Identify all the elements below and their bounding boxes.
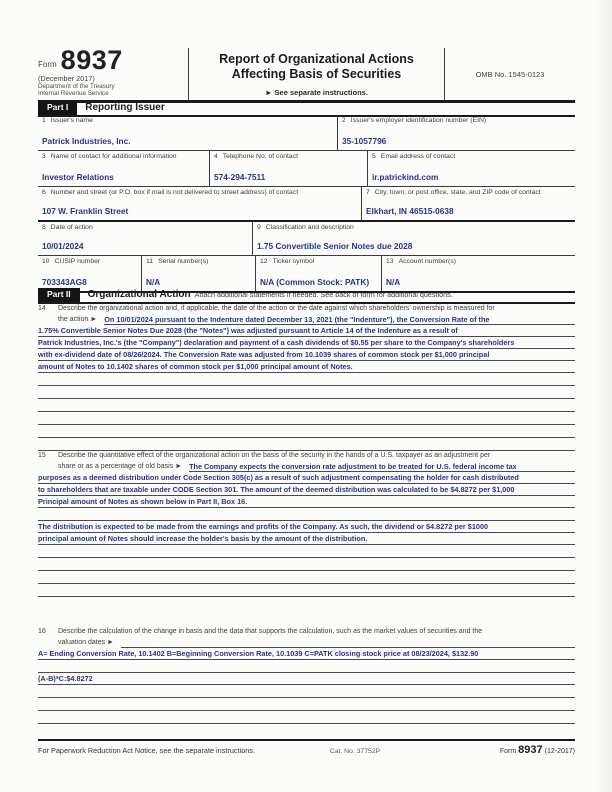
ruled-blank-line — [38, 558, 575, 571]
field-6-value: 107 W. Franklin Street — [42, 206, 129, 216]
form-footer — [38, 739, 575, 756]
field-classification — [253, 222, 575, 255]
q14-number: 14 — [38, 305, 46, 312]
field-ein — [338, 115, 575, 150]
field-3-num: 3 — [42, 153, 46, 160]
q15-answer-line: purposes as a deemed distribution under Code Section 305(c) as a result of such adjustment compensating the holder for cash distributed — [38, 472, 575, 484]
field-8-value: 10/01/2024 — [42, 241, 84, 251]
field-6-label: Number and street (or P.O. box if mail is not delivered to street address) of contact — [50, 189, 299, 196]
field-12-label: Ticker symbol — [272, 258, 315, 265]
ruled-blank-line — [38, 373, 575, 386]
field-5-label: Email address of contact — [380, 153, 456, 160]
field-serial — [142, 256, 256, 291]
field-telephone — [210, 151, 368, 186]
q16-label-line1: Describe the calculation of the change in basis and the data that supports the calculation, such as the market values of securities and the — [58, 628, 483, 635]
field-5-value: ir.patrickind.com — [372, 172, 439, 182]
field-7-label: City, town, or post office, state, and ZIP code of contact — [374, 189, 541, 196]
q14-answer-line: amount of Notes to 10.1402 shares of common stock per $1,000 principal amount of Notes. — [38, 361, 575, 373]
field-6-num: 6 — [42, 189, 46, 196]
q14-answer-line: Patrick Industries, Inc.'s (the "Company") declaration and payment of a cash dividends of $0.55 per share to the Company's shareholders — [38, 337, 575, 349]
q16-answer-line: (A-B)*C:$4.8272 — [38, 673, 575, 685]
row-address — [38, 187, 575, 222]
footer-form-rev: (12-2017) — [544, 748, 575, 755]
footer-form-number: 8937 — [518, 744, 543, 756]
part2-title: Organizational Action — [87, 289, 191, 300]
field-1-value: Patrick Industries, Inc. — [42, 136, 131, 146]
q15-answer-line: The distribution is expected to be made from the earnings and profits of the Company. As such, the dividend or $4.8272 per $1000 — [38, 521, 575, 533]
row-action — [38, 222, 575, 256]
q16-empty-rule — [121, 637, 575, 648]
form-revision: (December 2017) — [38, 73, 95, 83]
q15-answer-line: principal amount of Notes should increase the holder's basis by the amount of the distribution. — [38, 533, 575, 545]
field-10-label: CUSIP number — [54, 258, 101, 265]
row-issuer — [38, 115, 575, 151]
field-date-of-action — [38, 222, 253, 255]
field-city-state-zip — [362, 187, 575, 220]
q15-number: 15 — [38, 452, 46, 459]
field-7-num: 7 — [366, 189, 370, 196]
field-11-num: 11 — [146, 258, 154, 265]
field-11-label: Serial number(s) — [158, 258, 209, 265]
footer-form-word: Form — [499, 748, 517, 755]
field-8-label: Date of action — [50, 224, 93, 231]
part2-subtitle: Attach additional statements if needed. See back of form for additional questions. — [194, 290, 453, 299]
field-7-value: Elkhart, IN 46515-0638 — [366, 206, 454, 216]
field-10-num: 10 — [42, 258, 50, 265]
q15-answer-line: to shareholders that are taxable under CODE Section 301. The amount of the deemed distribution was calculated to be $4.8272 per $1,000 — [38, 484, 575, 496]
q16-label-line2: valuation dates ► — [58, 639, 114, 646]
field-9-value: 1.75 Convertible Senior Notes due 2028 — [257, 241, 413, 251]
ruled-blank-line — [38, 399, 575, 412]
part2-chip: Part II — [38, 288, 80, 302]
ruled-blank-line — [38, 571, 575, 584]
field-3-value: Investor Relations — [42, 172, 114, 182]
field-13-value: N/A — [386, 277, 401, 287]
omb-number: OMB No. 1545-0123 — [475, 69, 545, 79]
q16-answer-line: A= Ending Conversion Rate, 10.1402 B=Beginning Conversion Rate, 10.1039 C=PATK closing stock price at 08/23/2024, $132.90 — [38, 648, 575, 660]
ruled-blank-line — [38, 685, 575, 698]
agency-line-2: Internal Revenue Service — [38, 90, 109, 98]
field-issuer-name — [38, 115, 338, 150]
field-account — [382, 256, 575, 291]
part2-header — [38, 287, 575, 304]
q14-label-line1: Describe the organizational action and, if applicable, the date of the action or the date against which shareholders' ownership is measured for — [58, 305, 495, 312]
paperwork-notice: For Paperwork Reduction Act Notice, see the separate instructions. — [38, 746, 255, 755]
part1-title: Reporting Issuer — [85, 102, 165, 113]
ruled-blank-line — [38, 386, 575, 399]
field-1-label: Issuer's name — [50, 117, 93, 124]
q14-answer-line: with ex-dividend date of 08/26/2024. The Conversion Rate was adjusted from 10.1039 shares of common stock per $1,000 principal — [38, 349, 575, 361]
part1-fields — [38, 115, 575, 293]
field-11-value: N/A — [146, 277, 161, 287]
q16-number: 16 — [38, 628, 46, 635]
field-ticker — [256, 256, 382, 291]
ruled-blank-line — [38, 545, 575, 558]
question-14 — [38, 304, 575, 451]
field-12-num: 12 — [260, 258, 268, 265]
form-title-block — [189, 48, 445, 100]
field-4-value: 574-294-7511 — [214, 172, 266, 182]
see-instructions-note: ► See separate instructions. — [265, 88, 368, 97]
ruled-blank-line — [38, 584, 575, 597]
field-street — [38, 187, 362, 220]
q15-answer-inline: The Company expects the conversion rate adjustment to be treated for U.S. federal income tax — [189, 461, 575, 472]
agency-line-1: Department of the Treasury — [38, 82, 115, 90]
field-contact-name — [38, 151, 210, 186]
field-cusip — [38, 256, 142, 291]
form-header — [38, 45, 575, 103]
q14-answer-inline: On 10/01/2024 pursuant to the Indenture dated December 13, 2021 (the "Indenture"), the Conversion Rate of the — [104, 314, 575, 325]
form-title-line-1: Report of Organizational Actions — [219, 52, 414, 66]
field-8-num: 8 — [42, 224, 46, 231]
form-word: Form — [38, 59, 57, 69]
ruled-blank-line — [38, 711, 575, 724]
question-15 — [38, 451, 575, 597]
footer-form-id — [500, 744, 575, 756]
question-16 — [38, 627, 575, 724]
form-number: 8937 — [60, 45, 123, 75]
field-2-num: 2 — [342, 117, 346, 124]
field-3-label: Name of contact for additional information — [50, 153, 177, 160]
field-9-num: 9 — [257, 224, 261, 231]
field-9-label: Classification and description — [265, 224, 354, 231]
field-1-num: 1 — [42, 117, 46, 124]
ruled-blank-line — [38, 438, 575, 451]
field-12-value: N/A (Common Stock: PATK) — [260, 277, 370, 287]
q15-answer-line: Principal amount of Notes as shown below in Part II, Box 16. — [38, 496, 575, 508]
q14-label-line2: the action ► — [58, 316, 98, 323]
field-10-value: 703343AG8 — [42, 277, 87, 287]
catalog-number: Cat. No. 37752P — [329, 748, 381, 755]
part2-body — [38, 304, 575, 724]
form-number-block — [38, 45, 189, 100]
ruled-blank-line — [38, 425, 575, 438]
row-contact — [38, 151, 575, 187]
ruled-blank-line — [38, 508, 575, 521]
field-2-label: Issuer's employer identification number (EIN) — [350, 117, 487, 124]
q15-label-line1: Describe the quantitative effect of the organizational action on the basis of the security in the hands of a U.S. taxpayer as an adjustment per — [58, 452, 491, 459]
field-4-num: 4 — [214, 153, 218, 160]
field-email — [368, 151, 575, 186]
field-4-label: Telephone No. of contact — [222, 153, 298, 160]
ruled-blank-line — [38, 412, 575, 425]
part1-chip: Part I — [38, 101, 77, 115]
q15-label-line2: share or as a percentage of old basis ► — [58, 463, 183, 470]
form-title-line-2: Affecting Basis of Securities — [231, 66, 402, 81]
q14-answer-line: 1.75% Convertible Senior Notes Due 2028 (the "Notes") was adjusted pursuant to Article 14 of the Indenture as a result of — [38, 325, 575, 337]
ruled-blank-line — [38, 660, 575, 673]
ruled-blank-line — [38, 698, 575, 711]
field-5-num: 5 — [372, 153, 376, 160]
field-13-label: Account number(s) — [398, 258, 456, 265]
field-13-num: 13 — [386, 258, 394, 265]
field-2-value: 35-1057796 — [342, 136, 387, 146]
